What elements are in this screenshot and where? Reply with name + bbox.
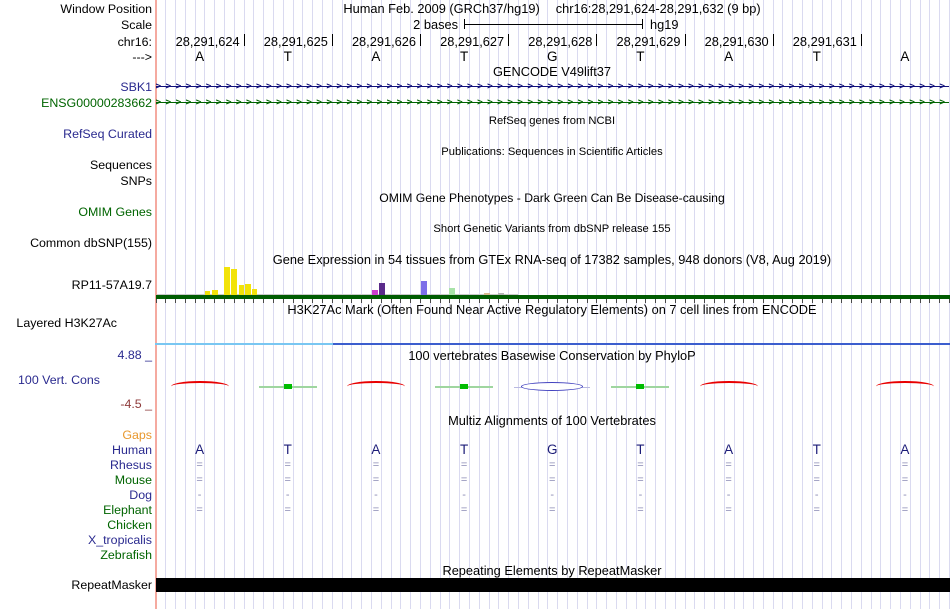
phylop-neutral-box: [636, 384, 644, 389]
scale-bar: [464, 19, 643, 29]
multiz-cell: -: [285, 489, 290, 502]
gtex-expression-bar: [449, 288, 455, 295]
gtex-expression-bar: [421, 281, 427, 295]
multiz-cell: =: [549, 474, 556, 487]
multiz-cell: =: [901, 474, 909, 487]
multiz-cell: A: [371, 442, 381, 458]
multiz-cell: =: [725, 459, 732, 472]
base-letter: A: [900, 49, 910, 64]
gtex-expression-bar: [231, 269, 237, 295]
scale-label: Scale: [121, 18, 152, 32]
multiz-species-gaps[interactable]: Gaps: [122, 428, 152, 442]
multiz-cell: =: [549, 504, 556, 517]
multiz-species-human[interactable]: Human: [112, 443, 152, 458]
multiz-cell: =: [196, 474, 203, 487]
multiz-cell: A: [195, 442, 205, 458]
multiz-cell: =: [725, 504, 732, 517]
chromosome-label: chr16:: [117, 35, 152, 49]
window-position-label: Window Position: [60, 2, 152, 16]
track-title-refseq: RefSeq genes from NCBI: [488, 115, 616, 127]
base-letter: T: [812, 49, 821, 64]
multiz-cell: =: [284, 504, 291, 517]
multiz-cell: A: [724, 442, 734, 458]
multiz-species-mouse[interactable]: Mouse: [114, 473, 152, 488]
multiz-cell: =: [901, 459, 909, 472]
multiz-cell: T: [812, 442, 821, 458]
conservation-max-value: 4.88 _: [117, 348, 152, 362]
track-label-conservation[interactable]: 100 Vert. Cons: [18, 373, 100, 387]
gtex-expression-bar: [224, 267, 230, 295]
page-title: [155, 2, 949, 16]
coordinate-label: 28,291,625: [263, 34, 328, 49]
multiz-cell: -: [550, 489, 555, 502]
multiz-cell: T: [459, 442, 469, 458]
multiz-cell: =: [196, 504, 203, 517]
track-title-omim: OMIM Gene Phenotypes - Dark Green Can Be Disease-causing: [379, 191, 725, 205]
coordinate-label: 28,291,624: [175, 34, 240, 49]
multiz-cell: -: [814, 489, 819, 502]
multiz-cell: =: [725, 474, 732, 487]
track-title-multiz: Multiz Alignments of 100 Vertebrates: [448, 413, 656, 428]
multiz-cell: =: [460, 459, 468, 472]
scale-bar-line: [465, 24, 642, 25]
base-letter: A: [371, 49, 381, 64]
track-title-gencode: GENCODE V49lift37: [492, 64, 612, 79]
multiz-cell: T: [636, 442, 645, 458]
multiz-cell: T: [283, 442, 292, 458]
phylop-neutral-box: [284, 384, 292, 389]
multiz-cell: =: [460, 504, 468, 517]
phylop-positive-arc: [171, 381, 229, 392]
gene-label-SBK1[interactable]: SBK1: [120, 80, 152, 94]
repeat-element-bar[interactable]: [156, 578, 950, 592]
phylop-negative-lens: [521, 382, 583, 391]
strand-direction-label: --->: [132, 50, 152, 64]
multiz-species-chicken[interactable]: Chicken: [107, 518, 152, 533]
gtex-gene-model-line: [156, 295, 950, 299]
multiz-cell: =: [813, 474, 820, 487]
base-letter: T: [283, 49, 292, 64]
multiz-cell: G: [546, 442, 558, 458]
base-letter: T: [636, 49, 645, 64]
base-letter: A: [724, 49, 734, 64]
multiz-cell: -: [638, 489, 643, 502]
track-label-gtex-gene[interactable]: RP11-57A19.7: [71, 278, 152, 292]
assembly-title: Human Feb. 2009 (GRCh37/hg19): [343, 1, 540, 16]
coordinate-label: 28,291,626: [351, 34, 416, 49]
gene-label-ENSG00000283662[interactable]: ENSG00000283662: [41, 96, 152, 110]
coordinate-label: 28,291,628: [528, 34, 593, 49]
scale-assembly: hg19: [650, 17, 679, 32]
track-label-sequences[interactable]: Sequences: [89, 158, 152, 172]
track-label-repeatmasker[interactable]: RepeatMasker: [71, 578, 152, 592]
gtex-expression-bar: [379, 283, 385, 295]
track-title-dbsnp: Short Genetic Variants from dbSNP release 155: [433, 223, 671, 235]
track-title-gtex: Gene Expression in 54 tissues from GTEx RNA-seq of 17382 samples, 948 donors (V8, Aug 2019): [272, 252, 832, 267]
base-letter: A: [195, 49, 205, 64]
coordinate-label: 28,291,629: [616, 34, 681, 49]
multiz-cell: =: [813, 504, 820, 517]
gene-backbone-line: [156, 102, 949, 103]
track-label-common-dbsnp[interactable]: Common dbSNP(155): [30, 236, 152, 250]
track-title-h3k27ac: H3K27Ac Mark (Often Found Near Active Regulatory Elements) on 7 cell lines from ENCODE: [287, 302, 817, 317]
track-label-refseq-curated[interactable]: RefSeq Curated: [63, 127, 152, 141]
track-label-snps[interactable]: SNPs: [120, 174, 152, 188]
gene-line-SBK1[interactable]: [156, 81, 949, 93]
multiz-species-rhesus[interactable]: Rhesus: [109, 458, 152, 473]
multiz-cell: -: [197, 489, 202, 502]
base-letter: G: [546, 49, 558, 64]
conservation-min-value: -4.5 _: [120, 397, 152, 411]
multiz-species-dog[interactable]: Dog: [129, 488, 152, 503]
multiz-cell: -: [462, 489, 466, 502]
track-title-conservation: 100 vertebrates Basewise Conservation by PhyloP: [408, 348, 696, 363]
gtex-expression-bar: [239, 285, 244, 295]
multiz-cell: A: [900, 442, 910, 458]
gene-backbone-line: [156, 86, 949, 87]
scale-value: 2 bases: [413, 17, 458, 32]
base-letter: T: [459, 49, 469, 64]
phylop-neutral-box: [460, 384, 468, 389]
multiz-cell: -: [726, 489, 731, 502]
multiz-cell: -: [374, 489, 378, 502]
phylop-positive-arc: [700, 381, 758, 392]
multiz-cell: =: [372, 459, 380, 472]
track-label-omim-genes[interactable]: OMIM Genes: [78, 205, 152, 219]
multiz-cell: =: [637, 474, 644, 487]
multiz-cell: =: [284, 459, 291, 472]
coordinate-tick: [861, 34, 862, 46]
multiz-cell: =: [196, 459, 203, 472]
multiz-species-zebrafish[interactable]: Zebrafish: [100, 548, 152, 563]
multiz-cell: =: [549, 459, 556, 472]
phylop-positive-arc: [347, 381, 405, 392]
multiz-cell: =: [284, 474, 291, 487]
track-title-publications: Publications: Sequences in Scientific Articles: [441, 146, 663, 158]
track-title-repeatmasker: Repeating Elements by RepeatMasker: [442, 563, 662, 578]
gtex-expression-bar: [245, 284, 251, 295]
multiz-cell: =: [460, 474, 468, 487]
multiz-cell: =: [813, 459, 820, 472]
multiz-cell: =: [372, 474, 380, 487]
coordinate-label: 28,291,630: [704, 34, 769, 49]
h3k27ac-signal-line: [155, 343, 333, 345]
multiz-species-elephant[interactable]: Elephant: [103, 503, 152, 518]
track-label-h3k27ac[interactable]: Layered H3K27Ac: [16, 316, 117, 330]
h3k27ac-signal-line: [333, 343, 950, 345]
position-title: chr16:28,291,624-28,291,632 (9 bp): [555, 1, 761, 16]
multiz-cell: -: [903, 489, 907, 502]
multiz-cell: =: [901, 504, 909, 517]
gene-line-ENSG00000283662[interactable]: [156, 97, 949, 109]
coordinate-label: 28,291,627: [440, 34, 505, 49]
multiz-species-x_tropicalis[interactable]: X_tropicalis: [87, 533, 152, 548]
multiz-cell: =: [637, 459, 644, 472]
coordinate-label: 28,291,631: [792, 34, 857, 49]
multiz-cell: =: [637, 504, 644, 517]
multiz-cell: =: [372, 504, 380, 517]
phylop-positive-arc: [876, 381, 934, 392]
